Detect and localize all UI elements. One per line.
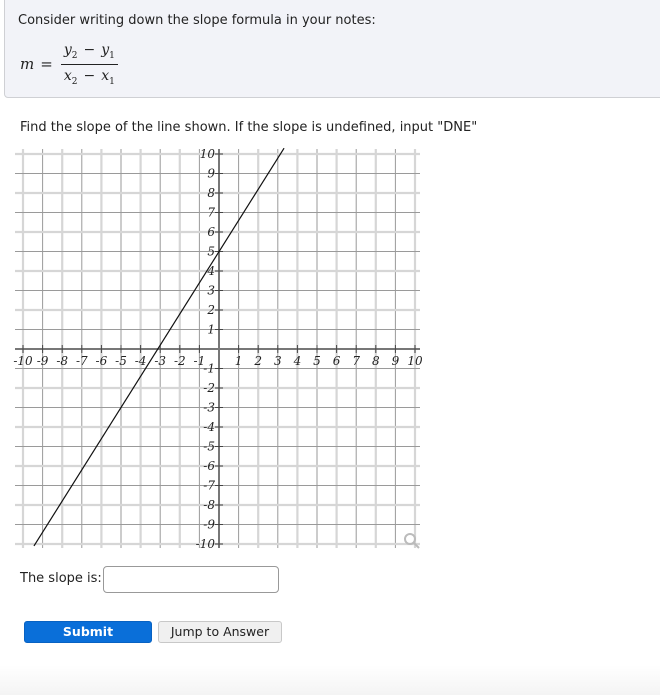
hint-text: Consider writing down the slope formula in your notes: xyxy=(18,13,376,28)
formula-fraction xyxy=(61,42,118,87)
x-tick-label: -9 xyxy=(36,354,49,368)
x-tick-label: 7 xyxy=(352,354,361,368)
x-tick-label: 5 xyxy=(313,354,321,368)
y-tick-label: 1 xyxy=(207,322,215,337)
slope-formula xyxy=(20,42,118,87)
answer-label: The slope is: xyxy=(20,571,102,586)
y-tick-label: -5 xyxy=(203,439,215,454)
x-tick-label: -6 xyxy=(95,354,108,368)
y-tick-label: 3 xyxy=(207,283,215,298)
x-tick-label: -8 xyxy=(56,354,69,368)
y-tick-label: -4 xyxy=(203,420,215,434)
x-tick-label: -3 xyxy=(154,354,167,368)
y-tick-label: 9 xyxy=(207,166,215,181)
y-tick-label: -8 xyxy=(203,498,215,512)
formula-equals: = xyxy=(40,55,53,74)
y-tick-label: -2 xyxy=(203,381,215,395)
x-tick-label: -10 xyxy=(13,354,33,368)
x-tick-label: 10 xyxy=(407,354,423,368)
x-tick-label: 3 xyxy=(273,354,282,368)
y-tick-label: -3 xyxy=(203,400,215,415)
x-tick-label: 4 xyxy=(293,354,302,368)
x-tick-label: 8 xyxy=(371,354,380,368)
y-tick-label: 7 xyxy=(207,205,215,220)
formula-numerator: $y_2 - y_1$ xyxy=(61,42,118,65)
slope-answer-input[interactable] xyxy=(103,566,279,593)
x-tick-label: -2 xyxy=(173,354,186,368)
y-tick-label: 4 xyxy=(207,264,215,278)
y-tick-label: 6 xyxy=(207,225,215,239)
y-tick-label: -7 xyxy=(203,478,215,493)
x-tick-label: 9 xyxy=(391,354,400,368)
y-tick-label: -9 xyxy=(203,517,215,532)
coordinate-graph xyxy=(0,140,440,555)
y-tick-label: -10 xyxy=(195,537,215,551)
y-tick-label: -1 xyxy=(203,361,215,376)
x-tick-label: -1 xyxy=(193,354,206,368)
formula-denominator: $x_2 - x_1$ xyxy=(63,67,115,87)
jump-to-answer-button[interactable]: Jump to Answer xyxy=(158,621,282,643)
x-tick-label: -7 xyxy=(75,354,88,368)
question-text: Find the slope of the line shown. If the slope is undefined, input "DNE" xyxy=(20,120,478,135)
submit-question-button[interactable]: Submit Question xyxy=(24,621,152,643)
x-tick-label: -4 xyxy=(134,354,147,368)
y-tick-label: 8 xyxy=(207,186,215,200)
y-tick-label: -6 xyxy=(203,459,215,473)
y-tick-label: 5 xyxy=(207,244,215,259)
x-tick-label: 6 xyxy=(332,354,341,368)
y-tick-label: 10 xyxy=(199,147,215,161)
x-tick-label: 2 xyxy=(254,354,263,368)
x-tick-label: -5 xyxy=(115,354,127,368)
y-tick-label: 2 xyxy=(207,303,215,317)
x-tick-label: 1 xyxy=(234,354,243,368)
formula-lhs: m xyxy=(20,55,35,74)
